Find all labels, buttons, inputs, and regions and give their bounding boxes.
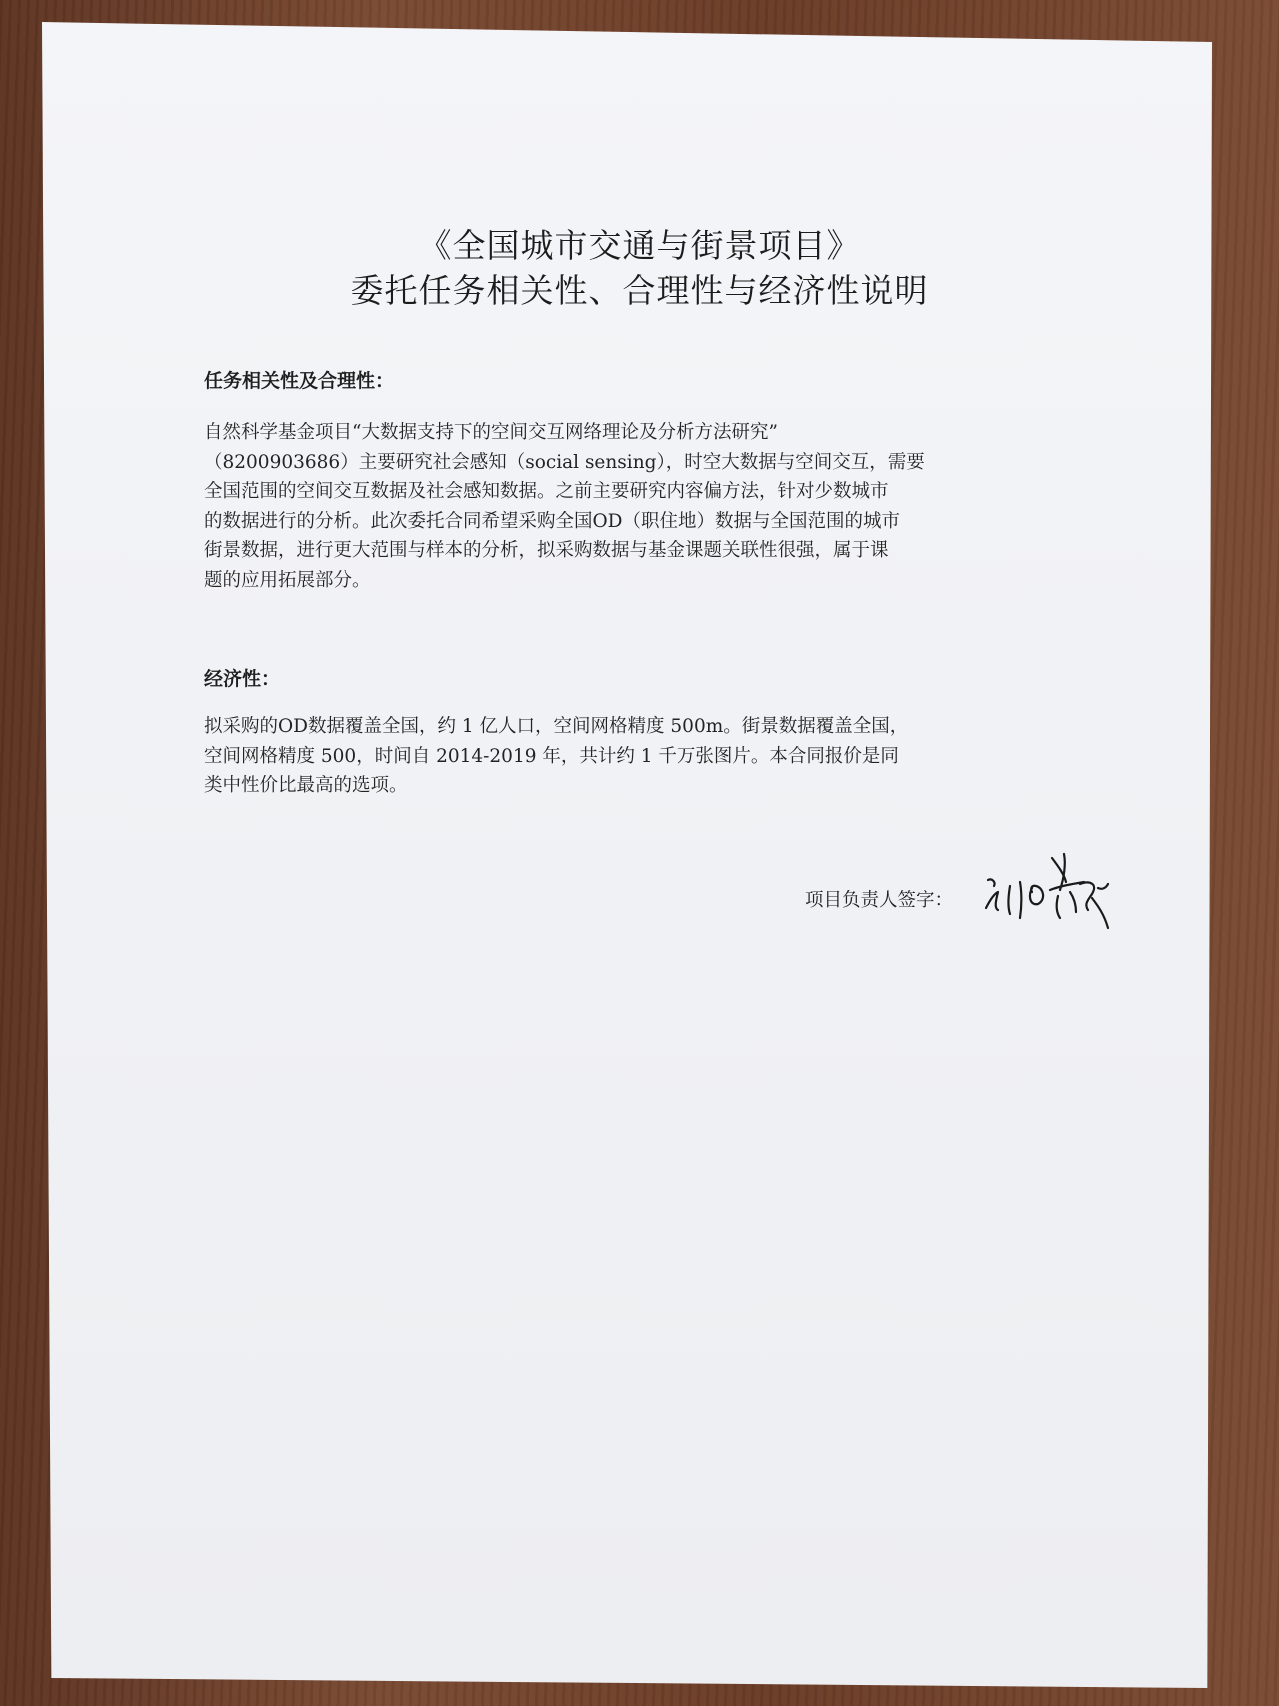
section-economy-heading: 经济性： — [204, 668, 281, 690]
handwritten-signature — [980, 838, 1115, 938]
document-title-line-2: 委托任务相关性、合理性与经济性说明 — [350, 271, 929, 310]
section-relevance-body: 自然科学基金项目“大数据支持下的空间交互网络理论及分析方法研究” （8200903686）主要研究社会感知（social sensing），时空大数据与空间交互，需要 全国范围的空间交互数据及社会感知数据。之前主要研究内容偏方法，针对少数城市 的数据进行的分析。此次委托合同希望采购全国OD（职住地）数据与全国范围的城市 街景数据，进行更大范围与样本的分析，拟采购数据与基金课题关联性很强，属于课 题的应用拓展部分。 — [204, 422, 925, 591]
document-title-line-1: 《全国城市交通与街景项目》 — [418, 226, 861, 265]
section-relevance-heading: 任务相关性及合理性： — [204, 370, 395, 392]
signature-label: 项目负责人签字： — [805, 890, 954, 911]
section-economy-body: 拟采购的OD数据覆盖全国，约 1 亿人口，空间网格精度 500m。街景数据覆盖全国， 空间网格精度 500，时间自 2014-2019 年，共计约 1 千万张图片。本合同报价是同 类中性价比最高的选项。 — [204, 716, 909, 796]
